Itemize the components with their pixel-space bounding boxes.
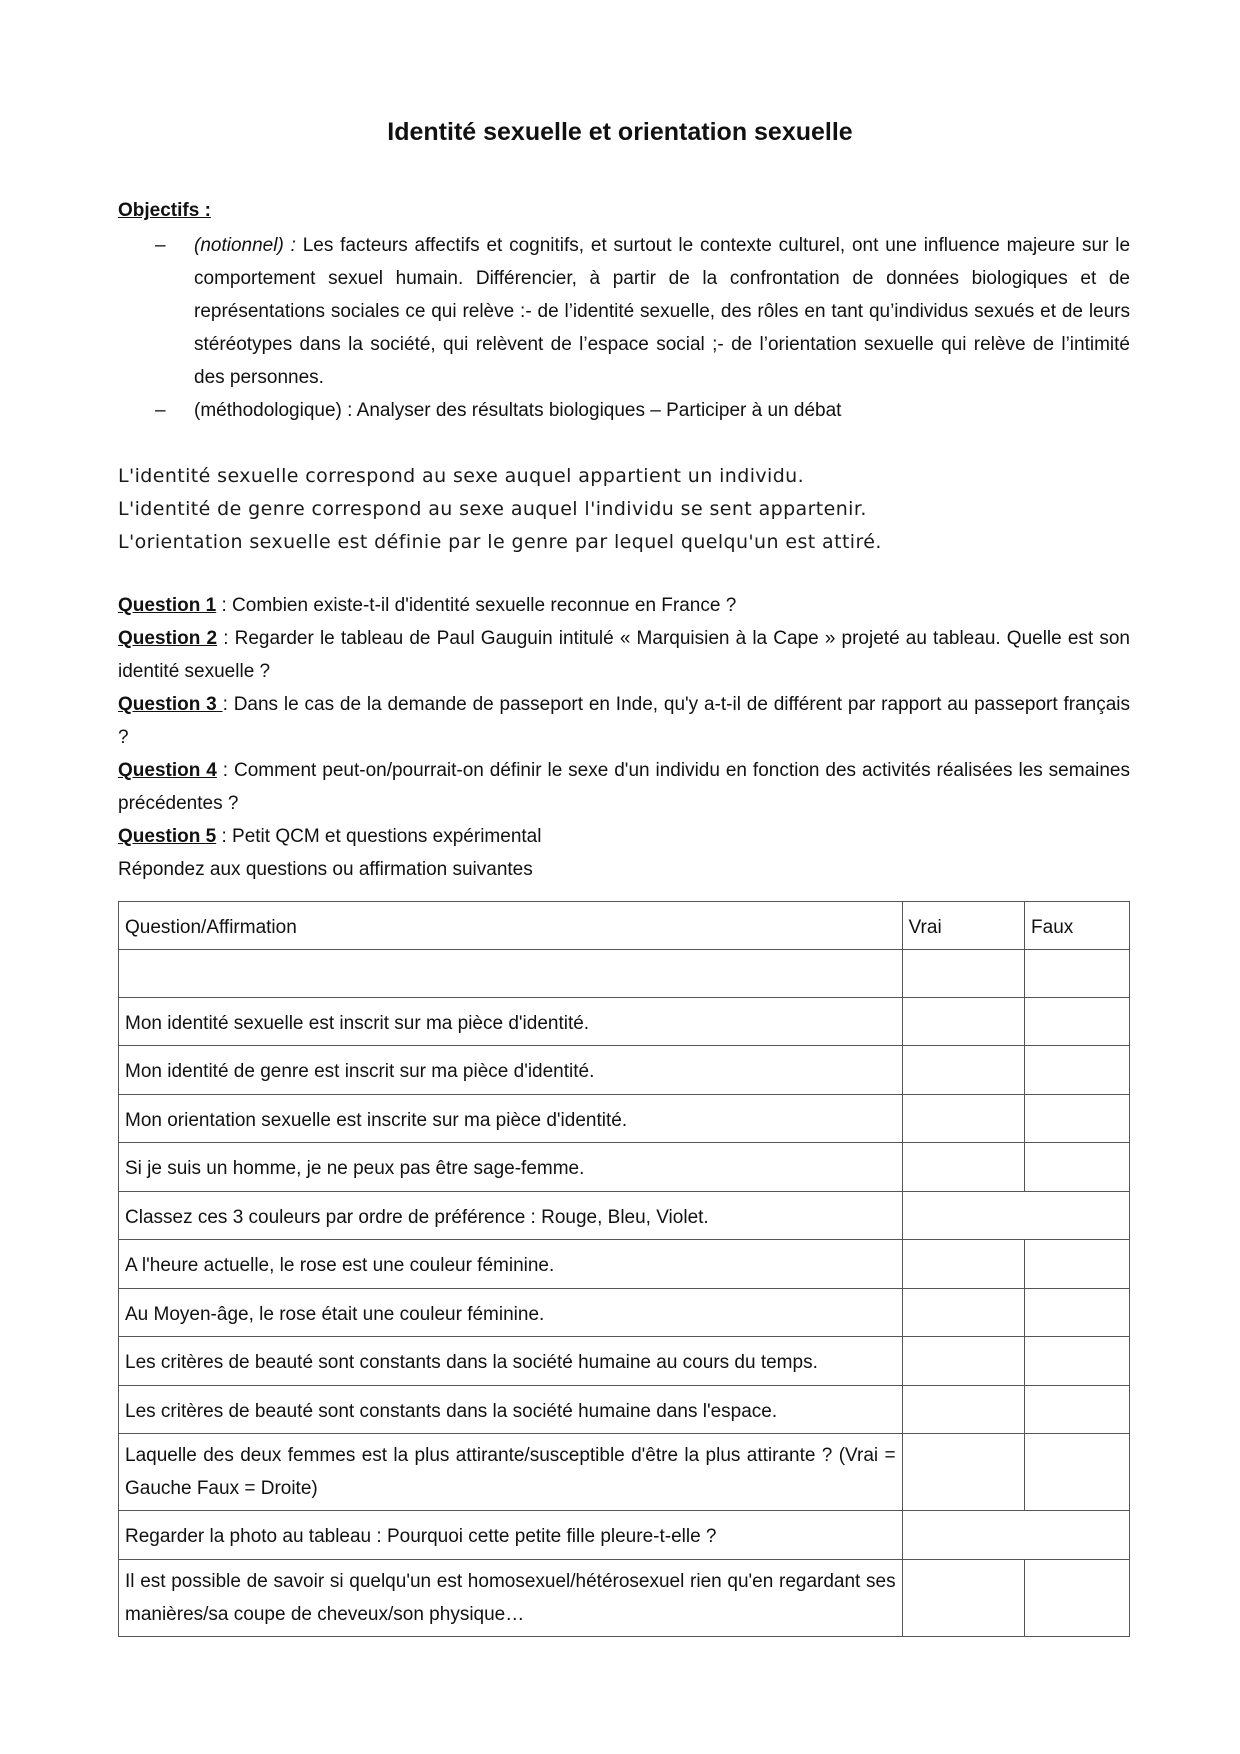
header-question: Question/Affirmation	[119, 902, 903, 950]
objective-prefix: (notionnel) :	[194, 235, 296, 256]
table-row	[119, 1192, 1130, 1240]
faux-answer-cell[interactable]	[1025, 1386, 1130, 1434]
faux-answer-cell[interactable]	[1025, 1143, 1130, 1192]
row-question: A l'heure actuelle, le rose est une couleur féminine.	[119, 1240, 903, 1289]
table-row	[119, 1046, 1130, 1095]
row-question: Regarder la photo au tableau : Pourquoi cette petite fille pleure-t-elle ?	[119, 1511, 903, 1560]
merged-answer-cell[interactable]	[902, 1511, 1129, 1560]
table-row	[119, 1289, 1130, 1337]
question-4: Question 4 : Comment peut-on/pourrait-on définir le sexe d'un individu en fonction des activités réalisées les semaines précédentes ?	[118, 760, 1131, 814]
question-text: Petit QCM et questions expérimental	[232, 826, 542, 847]
question-3: Question 3 : Dans le cas de la demande de passeport en Inde, qu'y a-t-il de différent par rapport au passeport français ?	[118, 694, 1130, 748]
list-dash: –	[155, 400, 166, 421]
question-label: Question 4	[118, 760, 217, 781]
vrai-answer-cell[interactable]	[902, 1289, 1024, 1337]
objective-text: Les facteurs affectifs et cognitifs, et surtout le contexte culturel, ont une influence majeure sur le comportement sexuel humain. Différencier, à partir de la confrontation de données biologiques et de représentations sociales ce qui relève :- de l’identité sexuelle, des rôles en tant qu’individus sexués et de leurs stéréotypes dans la société, qui relèvent de l’espace social ;- de l’orientation sexuelle qui relève de l’intimité des personnes.	[194, 235, 1131, 388]
question-2: Question 2 : Regarder le tableau de Paul Gauguin intitulé « Marquisien à la Cape » projeté au tableau. Quelle est son identité sexuelle ?	[118, 628, 1130, 682]
definition-identite-sexuelle: L'identité sexuelle correspond au sexe auquel appartient un individu.	[118, 465, 805, 487]
question-text: Dans le cas de la demande de passeport en Inde, qu'y a-t-il de différent par rapport au passeport français ?	[118, 694, 1130, 748]
question-text: Comment peut-on/pourrait-on définir le sexe d'un individu en fonction des activités réalisées les semaines précédentes ?	[118, 760, 1131, 814]
faux-answer-cell[interactable]	[1025, 1095, 1130, 1143]
list-dash: –	[155, 235, 166, 256]
row-question: Les critères de beauté sont constants dans la société humaine au cours du temps.	[119, 1337, 903, 1386]
objectives-heading: Objectifs :	[118, 200, 211, 221]
question-text: Combien existe-t-il d'identité sexuelle reconnue en France ?	[232, 595, 737, 616]
vrai-answer-cell[interactable]	[902, 1560, 1024, 1637]
vrai-answer-cell[interactable]	[902, 1434, 1024, 1511]
question-label: Question 3	[118, 694, 223, 715]
vrai-answer-cell[interactable]	[902, 1143, 1024, 1192]
row-question: Classez ces 3 couleurs par ordre de préférence : Rouge, Bleu, Violet.	[119, 1192, 903, 1240]
faux-answer-cell[interactable]	[1025, 950, 1130, 998]
table-row	[119, 950, 1130, 998]
faux-answer-cell[interactable]	[1025, 1337, 1130, 1386]
objective-notionnel	[118, 229, 1130, 394]
row-question	[119, 950, 903, 998]
question-label: Question 1	[118, 595, 217, 616]
table-row	[119, 1386, 1130, 1434]
definition-identite-genre: L'identité de genre correspond au sexe auquel l'individu se sent appartenir.	[118, 498, 867, 520]
objectives-list	[118, 229, 1130, 427]
row-question: Si je suis un homme, je ne peux pas être sage-femme.	[119, 1143, 903, 1192]
vrai-answer-cell[interactable]	[902, 1046, 1024, 1095]
row-question: Les critères de beauté sont constants dans la société humaine dans l'espace.	[119, 1386, 903, 1434]
row-question: Laquelle des deux femmes est la plus attirante/susceptible d'être la plus attirante ? (Vrai = Gauche Faux = Droite)	[119, 1434, 903, 1511]
objective-text: (méthodologique) : Analyser des résultats biologiques – Participer à un débat	[194, 400, 842, 421]
vrai-answer-cell[interactable]	[902, 1386, 1024, 1434]
table-row	[119, 998, 1130, 1046]
table-row	[119, 1095, 1130, 1143]
table-row	[119, 1240, 1130, 1289]
vrai-answer-cell[interactable]	[902, 998, 1024, 1046]
qcm-table	[118, 901, 1130, 1637]
row-question: Mon identité sexuelle est inscrit sur ma pièce d'identité.	[119, 998, 903, 1046]
instruction-text: Répondez aux questions ou affirmation suivantes	[118, 859, 533, 880]
faux-answer-cell[interactable]	[1025, 1289, 1130, 1337]
row-question: Au Moyen-âge, le rose était une couleur féminine.	[119, 1289, 903, 1337]
faux-answer-cell[interactable]	[1025, 1046, 1130, 1095]
row-question: Mon orientation sexuelle est inscrite sur ma pièce d'identité.	[119, 1095, 903, 1143]
question-1: Question 1 : Combien existe-t-il d'identité sexuelle reconnue en France ?	[118, 595, 737, 616]
definition-orientation: L'orientation sexuelle est définie par le genre par lequel quelqu'un est attiré.	[118, 531, 882, 553]
question-text: Regarder le tableau de Paul Gauguin intitulé « Marquisien à la Cape » projeté au tableau. Quelle est son identité sexuelle ?	[118, 628, 1130, 682]
table-row	[119, 1511, 1130, 1560]
question-5: Question 5 : Petit QCM et questions expérimental	[118, 826, 542, 847]
question-label: Question 2	[118, 628, 218, 649]
questions-block	[118, 589, 1130, 886]
question-label: Question 5	[118, 826, 217, 847]
faux-answer-cell[interactable]	[1025, 998, 1130, 1046]
page-title: Identité sexuelle et orientation sexuelle	[387, 118, 853, 146]
handwritten-definitions	[118, 460, 882, 559]
vrai-answer-cell[interactable]	[902, 1337, 1024, 1386]
table-row	[119, 1143, 1130, 1192]
merged-answer-cell[interactable]	[902, 1192, 1129, 1240]
table-header-row	[119, 902, 1130, 950]
table-row	[119, 1434, 1130, 1511]
table-row	[119, 1337, 1130, 1386]
row-question: Mon identité de genre est inscrit sur ma pièce d'identité.	[119, 1046, 903, 1095]
header-faux: Faux	[1025, 902, 1130, 950]
table-row	[119, 1560, 1130, 1637]
vrai-answer-cell[interactable]	[902, 1240, 1024, 1289]
vrai-answer-cell[interactable]	[902, 1095, 1024, 1143]
vrai-answer-cell[interactable]	[902, 950, 1024, 998]
header-vrai: Vrai	[902, 902, 1024, 950]
objective-methodologique	[118, 394, 1130, 427]
row-question: Il est possible de savoir si quelqu'un est homosexuel/hétérosexuel rien qu'en regardant ses manières/sa coupe de cheveux/son physique…	[119, 1560, 903, 1637]
faux-answer-cell[interactable]	[1025, 1560, 1130, 1637]
faux-answer-cell[interactable]	[1025, 1240, 1130, 1289]
faux-answer-cell[interactable]	[1025, 1434, 1130, 1511]
